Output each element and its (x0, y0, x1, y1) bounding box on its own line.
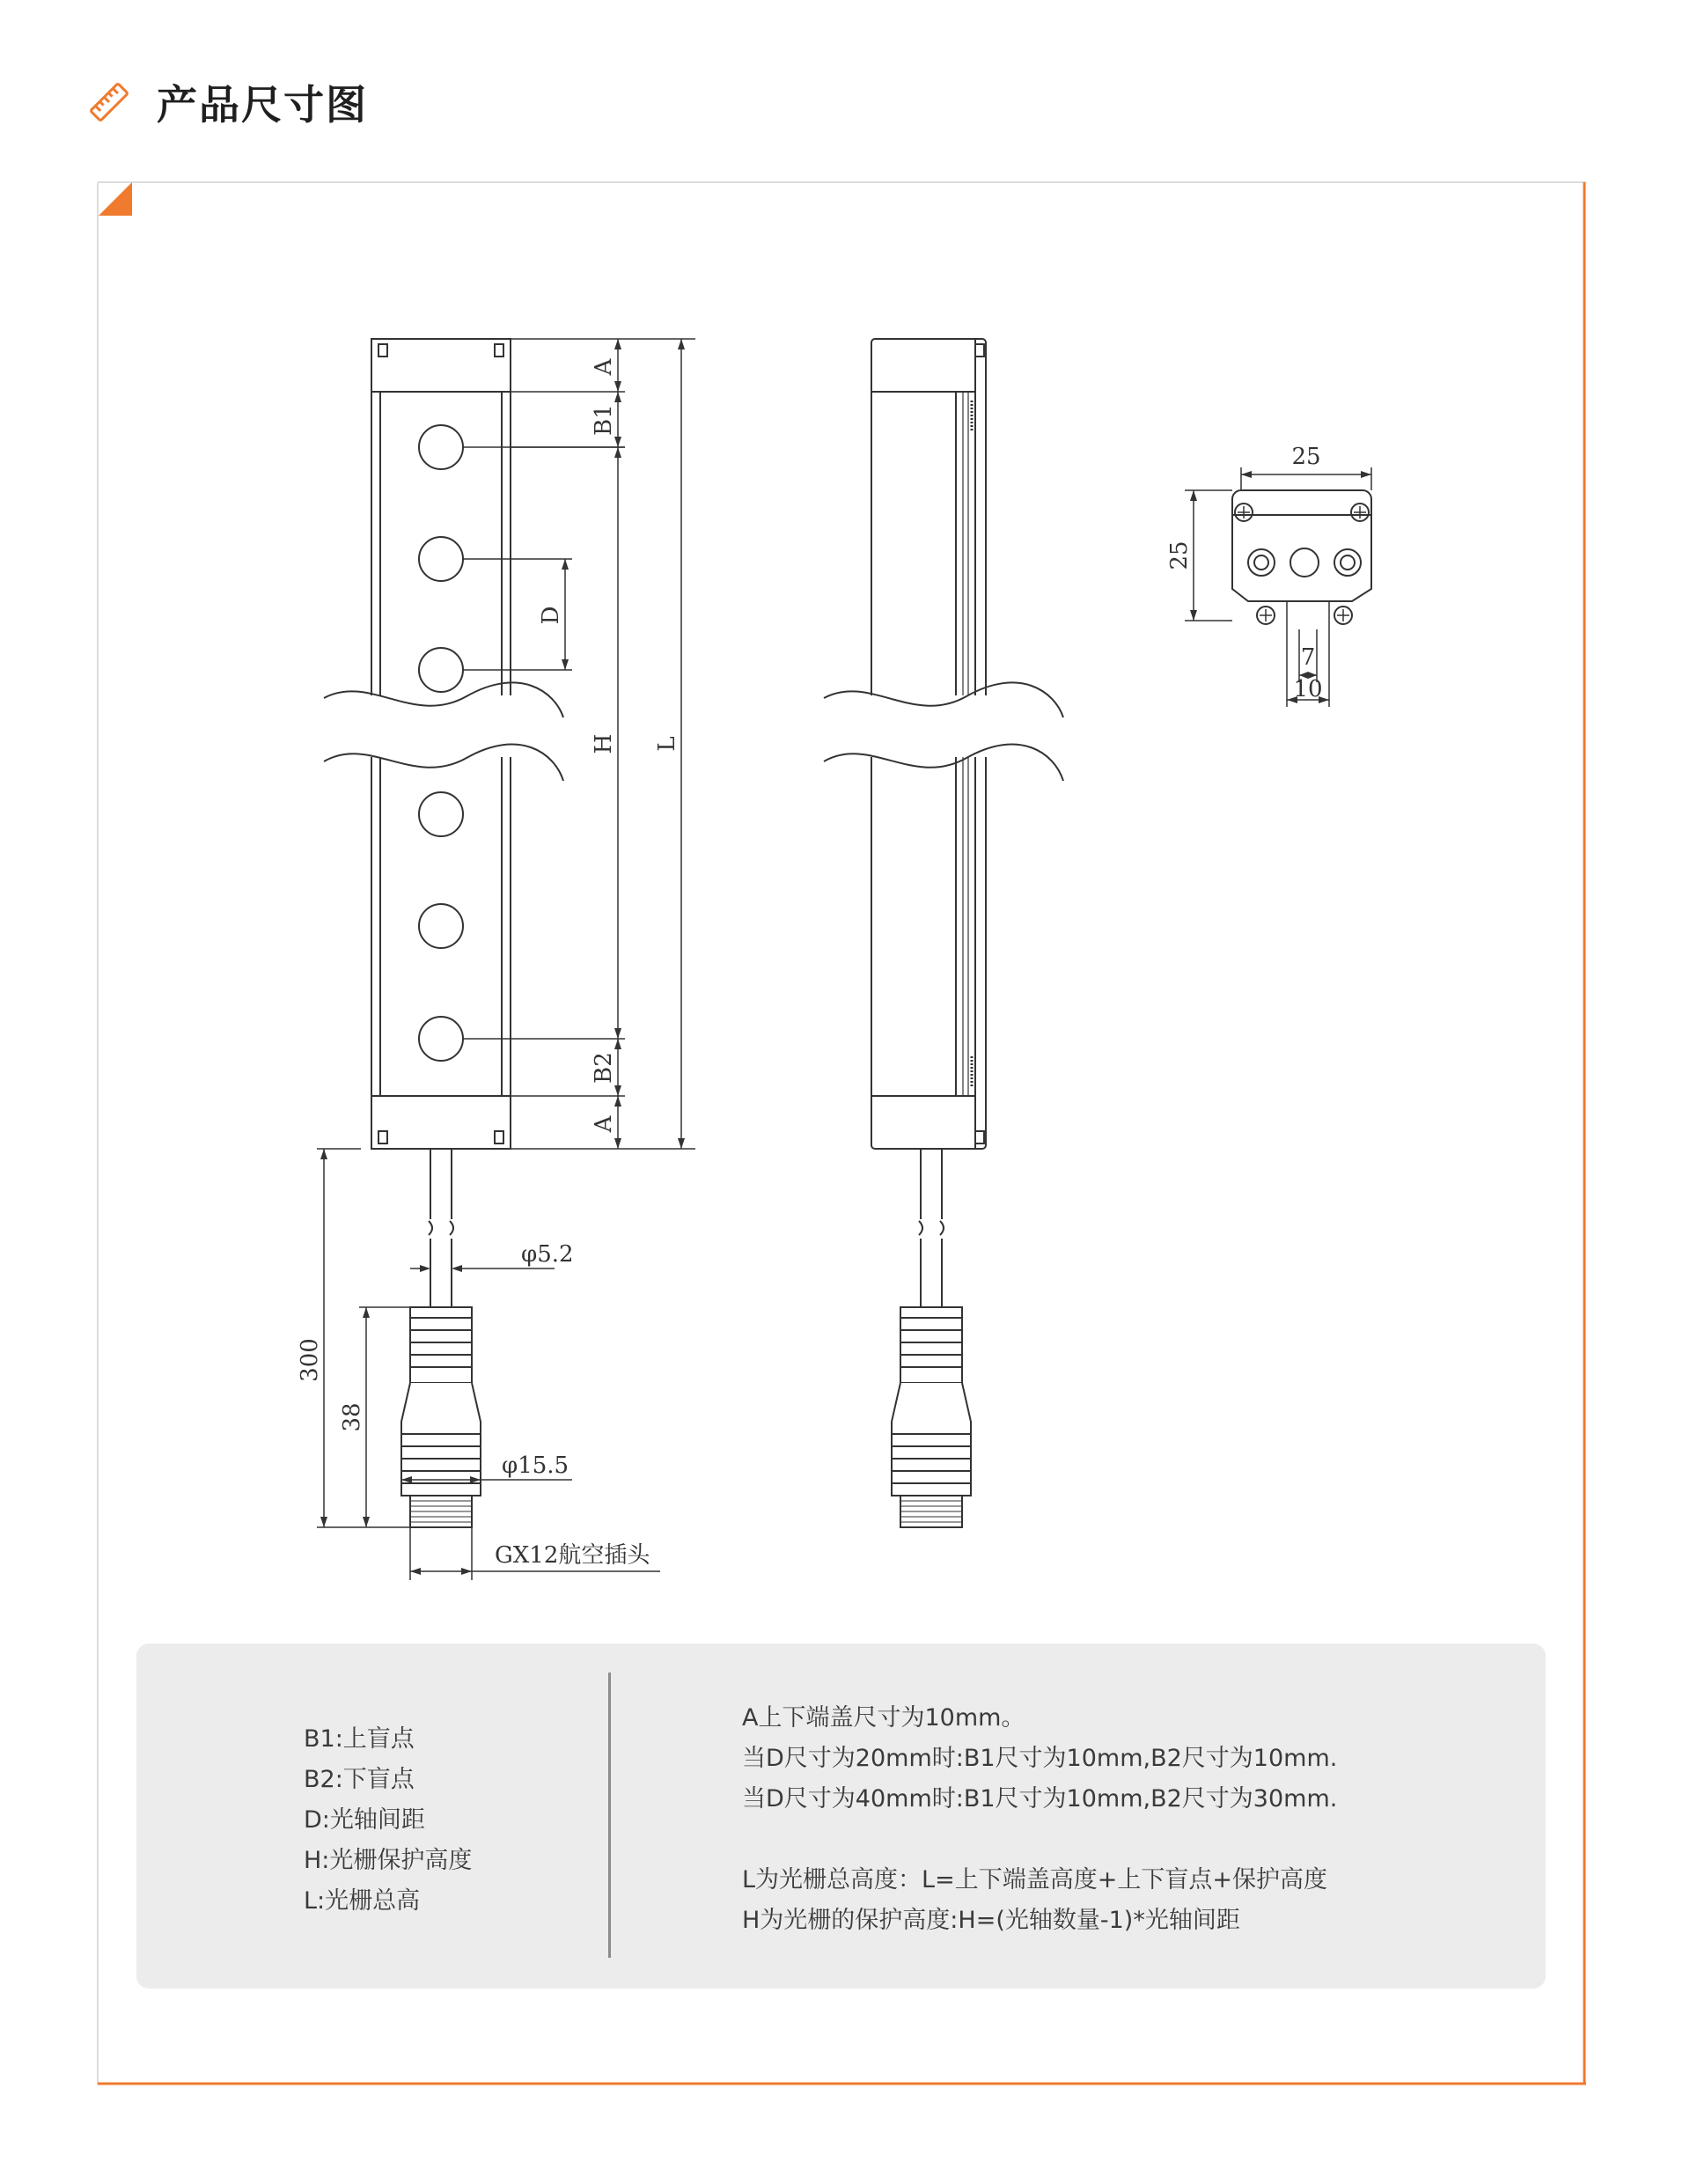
end-cap-view (1166, 444, 1371, 707)
page-header (88, 76, 368, 129)
front-view (297, 339, 695, 1580)
legend-definition: H:光栅保护高度 (304, 1847, 473, 1874)
legend-notes (742, 1698, 1337, 1941)
legend-panel (136, 1644, 1546, 1989)
slot-inner-label: 7 (1300, 644, 1316, 671)
legend-formula: H为光栅的保护高度:H=(光轴数量-1)*光轴间距 (742, 1907, 1240, 1934)
ruler-icon (88, 81, 130, 123)
legend-note: 当D尺寸为20mm时:B1尺寸为10mm,B2尺寸为10mm. (742, 1745, 1338, 1772)
dim-a-bottom-label: A (591, 1115, 617, 1133)
connector-diameter-label: φ15.5 (502, 1452, 569, 1479)
dim-a-top-label: A (591, 358, 617, 376)
connector-length-label: 38 (339, 1402, 365, 1432)
legend-definition: L:光栅总高 (304, 1887, 421, 1915)
legend-definition: B1:上盲点 (304, 1725, 415, 1753)
dim-h-label: H (591, 733, 617, 754)
dim-b2-label: B2 (591, 1052, 617, 1084)
frame-corner-accent (99, 182, 132, 216)
dim-l-label: L (654, 736, 680, 752)
cap-height-label: 25 (1166, 540, 1193, 570)
legend-definition: B2:下盲点 (304, 1766, 415, 1793)
legend-formula: L为光栅总高度：L=上下端盖高度+上下盲点+保护高度 (742, 1866, 1327, 1894)
cap-width-label: 25 (1291, 444, 1321, 470)
page-title: 产品尺寸图 (157, 81, 368, 129)
connector-name-label: GX12航空插头 (495, 1542, 650, 1569)
slot-outer-label: 10 (1293, 676, 1323, 702)
legend-note: 当D尺寸为40mm时:B1尺寸为10mm,B2尺寸为30mm. (742, 1785, 1338, 1813)
dim-d-label: D (538, 606, 564, 625)
cable-diameter-label: φ5.2 (521, 1241, 574, 1268)
cable-length-label: 300 (297, 1338, 323, 1382)
legend-divider (608, 1673, 611, 1958)
legend-definition: D:光轴间距 (304, 1806, 425, 1834)
legend-note: A上下端盖尺寸为10mm。 (742, 1704, 1025, 1732)
side-view (824, 339, 1063, 1527)
dim-b1-label: B1 (591, 404, 617, 436)
legend-definitions (304, 1719, 472, 1922)
